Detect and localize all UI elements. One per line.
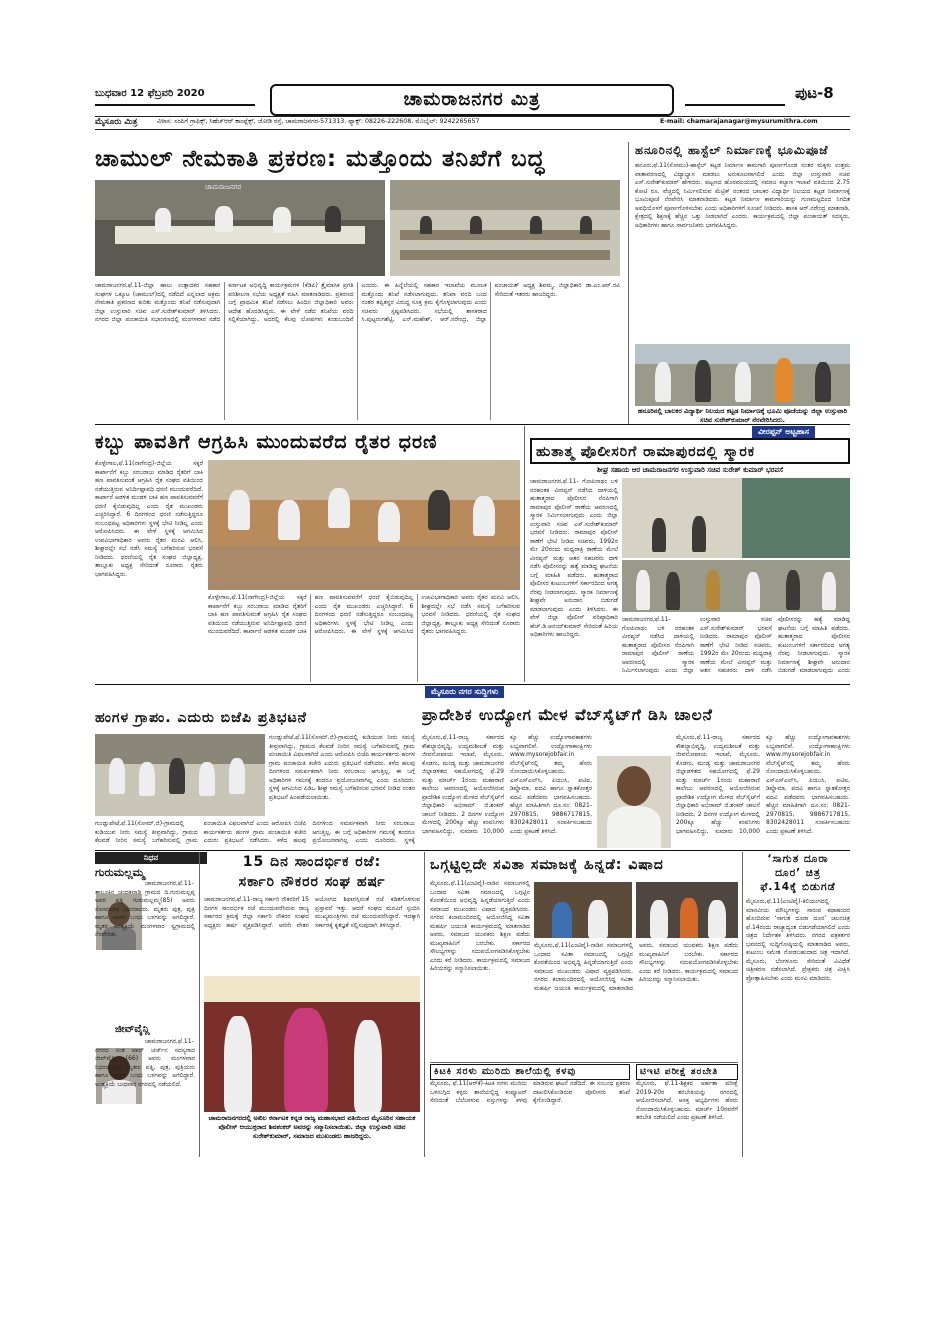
story-tet-body: ಮೈಸೂರು, ಫೆ.11-ಶಿಕ್ಷಕರ ಅರ್ಹತಾ ಪರೀಕ್ಷೆ 2019-20ರ ತರಬೇತಿಯನ್ನು ನಗರದಲ್ಲಿ ಆಯೋಜಿಸಲಾಗಿದೆ. ಆಸಕ್ತ ಅಭ್ಯರ್ಥಿಗಳು ಹೆಸರು ನೋಂದಾಯಿಸಿಕೊಳ್ಳಬಹುದು. ಮಾರ್ಚ್ 10ರವರೆಗೆ ತರಬೇತಿ ನಡೆಯಲಿದೆ ಎಂದು ಪ್ರಕಟಣೆ ತಿಳಿಸಿದೆ.	[636, 1080, 738, 1121]
story-hangala-body: ಗುಂಡ್ಲುಪೇಟೆ,ಫೆ.11(ಸೋಮ್.ಜಿ)-ಗ್ರಾಮದಲ್ಲಿ ಕುಡಿಯುವ ನೀರು ಸಮಸ್ಯೆ ತೀವ್ರವಾಗಿದ್ದು, ಗ್ರಾಮದ ಕೆಲವಡೆ ನೀರಿನ ಸಮಸ್ಯೆ ಬಗೆಹರಿಸುವಲ್ಲಿ ಗ್ರಾಮ ಪಂಚಾಯಿತಿ ವಿಫಲವಾಗಿದೆ ಎಂದು ಆರೋಪಿಸಿ ಬಿಜೆಪಿ ಕಾರ್ಯಕರ್ತರು ಹಂಗಳ ಗ್ರಾಮ ಪಂಚಾಯಿತಿ ಕಚೇರಿ ಎದುರು ಪ್ರತಿಭಟನೆ ನಡೆಸಿದರು. ಕಳೆದ ಹಲವು ದಿನಗಳಿಂದ ಸಮರ್ಪಕವಾಗಿ ನೀರು ಸರಬರಾಜು ಆಗುತ್ತಿಲ್ಲ. ಈ ಬಗ್ಗೆ ಅಧಿಕಾರಿಗಳ ಗಮನಕ್ಕೆ ತಂದರೂ ಪ್ರಯೋಜನವಾಗಿಲ್ಲ ಎಂದು ದೂರಿದರು. ಸ್ಥಳಕ್ಕೆ ಆಗಮಿಸಿದ ಪಿಡಿಒ ಶೀಘ್ರ ಸಮಸ್ಯೆ ಬಗೆಹರಿಸುವ ಭರವಸೆ ನೀಡಿದ ನಂತರ ಪ್ರತಿಭಟನೆ ಹಿಂಪಡೆಯಲಾಯಿತು.	[269, 734, 415, 801]
story-hanur-body: ಹನೂರು,ಫೆ.11(ಸೋಮು)-ಹಾಸ್ಟೆಲ್ ಕಟ್ಟಡ ನಿರ್ಮಾಣ ಕಾಮಗಾರಿ ಪೂರ್ಣಗೊಂಡ ನಂತರ ಮಕ್ಕಳು ಉತ್ತಮ ವಾತಾವರಣದಲ್ಲಿ ವಿದ್ಯಾಭ್ಯಾಸ ಮಾಡಲು ಅನುಕೂಲವಾಗಲಿದೆ ಎಂದು ಜಿಲ್ಲಾ ಉಸ್ತುವಾರಿ ಸಚಿವ ಎಸ್.ಸುರೇಶ್‌ಕುಮಾರ್ ಹೇಳಿದರು. ಪಟ್ಟಣದ ಹೊರವಲಯದಲ್ಲಿ ಸಮಾಜ ಕಲ್ಯಾಣ ಇಲಾಖೆ ವತಿಯಿಂದ 2.75 ಕೋಟಿ ರೂ. ವೆಚ್ಚದಲ್ಲಿ ನಿರ್ಮಿಸಲಿರುವ ಮೆಟ್ರಿಕ್ ನಂತರದ ಬಾಲಕರ ವಿದ್ಯಾರ್ಥಿ ನಿಲಯದ ಕಟ್ಟಡ ನಿರ್ಮಾಣಕ್ಕೆ ಭೂಮಿಪೂಜೆ ನೆರವೇರಿಸಿ ಮಾತನಾಡಿದರು. ಕಟ್ಟಡ ನಿರ್ಮಾಣ ಕಾಮಗಾರಿಯನ್ನು ಗುಣಮಟ್ಟದಿಂದ ನಿಗದಿತ ಅವಧಿಯೊಳಗೆ ಪೂರ್ಣಗೊಳಿಸಬೇಕು ಎಂದು ಅಧಿಕಾರಿಗಳಿಗೆ ಸೂಚನೆ ನೀಡಿದರು. ಶಾಸಕ ಆರ್.ನರೇಂದ್ರ ಮಾತನಾಡಿ, ಕ್ಷೇತ್ರದಲ್ಲಿ ಶಿಕ್ಷಣಕ್ಕೆ ಹೆಚ್ಚಿನ ಒತ್ತು ನೀಡಲಾಗಿದೆ ಎಂದರು. ಕಾರ್ಯಕ್ರಮದಲ್ಲಿ ಜಿಲ್ಲಾ ಪಂಚಾಯತ್ ಸದಸ್ಯರು, ಅಧಿಕಾರಿಗಳು ಹಾಗೂ ಸಾರ್ವಜನಿಕರು ಭಾಗವಹಿಸಿದ್ದರು.	[635, 162, 850, 229]
photo-bhoomi-pooja	[635, 344, 850, 406]
headline-hanur-hostel: ಹನೂರಿನಲ್ಲಿ ಹಾಸ್ಟೆಲ್ ನಿರ್ಮಾಣಕ್ಕೆ ಭೂಮಿಪೂಜೆ	[635, 143, 829, 157]
headline-casual-leave-2: ಸರ್ಕಾರಿ ನೌಕರರ ಸಂಘ ಹರ್ಷ	[238, 874, 386, 890]
photo-label: ಚಾಮರಾಜನಗರ	[205, 183, 242, 191]
story-memorial-body-cont: ಚಾಮರಾಜನಗರ,ಫೆ.11- ಗೋಪಿನಾಥಂ ಬಳಿ ನರಹಂತಕ ವೀರಪ್ಪನ್ ನಡೆಸಿದ ದಾಳಿಯಲ್ಲಿ ಹುತಾತ್ಮರಾದ ಪೊಲೀಸರ ನೆನಪಿಗಾಗಿ ರಾಮಾಪುರ ಪೊಲೀಸ್ ಠಾಣೆಯ ಆವರಣದಲ್ಲಿ ಸ್ಮಾರಕ ನಿರ್ಮಿಸಲಾಗುವುದು ಎಂದು ಜಿಲ್ಲಾ ಉಸ್ತುವಾರಿ ಸಚಿವ ಎಸ್.ಸುರೇಶ್‌ಕುಮಾರ್ ಭರವಸೆ ನೀಡಿದರು. ರಾಮಾಪುರ ಪೊಲೀಸ್ ಠಾಣೆಗೆ ಭೇಟಿ ನೀಡಿದ ಸಚಿವರು, 1992ರ ಮೇ 20ರಂದು ಮಧ್ಯರಾತ್ರಿ ಠಾಣೆಯ ಮೇಲೆ ವೀರಪ್ಪನ್ ಮತ್ತು ಆತನ ಸಹಚರರು ದಾಳಿ ನಡೆಸಿ ಪೊಲೀಸರನ್ನು ಹತ್ಯೆ ಮಾಡಿದ್ದ ಘಟನೆಯ ಬಗ್ಗೆ ಮಾಹಿತಿ ಪಡೆದರು. ಹುತಾತ್ಮರಾದ ಪೊಲೀಸರ ಕುಟುಂಬಗಳಿಗೆ ಸರ್ಕಾರದಿಂದ ಅಗತ್ಯ ನೆರವು ನೀಡಲಾಗುವುದು. ಸ್ಮಾರಕ ನಿರ್ಮಾಣಕ್ಕೆ ಶೀಘ್ರವೇ ಅನುದಾನ ಬಿಡುಗಡೆ ಮಾಡಲಾಗುವುದು ಎಂದು	[622, 616, 850, 674]
paper-name: ಮೈಸೂರು ಮಿತ್ರ	[95, 117, 138, 127]
page-number: ಪುಟ-8	[795, 84, 834, 102]
photo-dc-portrait	[597, 756, 671, 848]
headline-savitha-samaja: ಒಗ್ಗಟ್ಟಿಲ್ಲದೇ ಸವಿತಾ ಸಮಾಜಕ್ಕೆ ಹಿನ್ನಡೆ: ವಿಷಾದ	[430, 857, 664, 873]
photo-bjp-protest	[95, 734, 265, 816]
story-savitha-body: ಮೈಸೂರು,ಫೆ.11(ಎಂಟಿವೈ)-ನಾಡಿನ ಸಮಾಜಗಳಲ್ಲಿ ಒಂದಾದ ಸವಿತಾ ಸಮಾಜದಲ್ಲಿ ಒಗ್ಗಟ್ಟಿನ ಕೊರತೆಯಿಂದ ಅಭಿವೃದ್ಧಿ ಹಿನ್ನಡೆಯಾಗುತ್ತಿದೆ ಎಂದು ಸಮಾಜದ ಮುಖಂಡರು ವಿಷಾದ ವ್ಯಕ್ತಪಡಿಸಿದರು. ನಗರದ ಕಲಾಮಂದಿರದಲ್ಲಿ ಆಯೋಜಿಸಿದ್ದ ಸವಿತಾ ಮಹರ್ಷಿ ಜಯಂತಿ ಕಾರ್ಯಕ್ರಮದಲ್ಲಿ ಮಾತನಾಡಿದ ಅವರು, ಸಮಾಜದ ಯುವಕರು ಶಿಕ್ಷಣ ಪಡೆದು ಮುಖ್ಯವಾಹಿನಿಗೆ ಬರಬೇಕು. ಸರ್ಕಾರದ ಸೌಲಭ್ಯಗಳನ್ನು ಸದುಪಯೋಗಪಡಿಸಿಕೊಳ್ಳಬೇಕು ಎಂದು ಕರೆ ನೀಡಿದರು. ಕಾರ್ಯಕ್ರಮದಲ್ಲಿ ಸಮಾಜದ ಹಿರಿಯರನ್ನು ಸನ್ಮಾನಿಸಲಾಯಿತು.	[430, 880, 530, 972]
section-tag-veerappan: ವೀರಪ್ಪನ್ ಅಟ್ಟಹಾಸ	[752, 426, 815, 438]
story-hangala-body-cont: ಗುಂಡ್ಲುಪೇಟೆ,ಫೆ.11(ಸೋಮ್.ಜಿ)-ಗ್ರಾಮದಲ್ಲಿ ಕುಡಿಯುವ ನೀರು ಸಮಸ್ಯೆ ತೀವ್ರವಾಗಿದ್ದು, ಗ್ರಾಮದ ಕೆಲವಡೆ ನೀರಿನ ಸಮಸ್ಯೆ ಬಗೆಹರಿಸುವಲ್ಲಿ ಗ್ರಾಮ ಪಂಚಾಯಿತಿ ವಿಫಲವಾಗಿದೆ ಎಂದು ಆರೋಪಿಸಿ ಬಿಜೆಪಿ ಕಾರ್ಯಕರ್ತರು ಹಂಗಳ ಗ್ರಾಮ ಪಂಚಾಯಿತಿ ಕಚೇರಿ ಎದುರು ಪ್ರತಿಭಟನೆ ನಡೆಸಿದರು. ಕಳೆದ ಹಲವು ದಿನಗಳಿಂದ ಸಮರ್ಪಕವಾಗಿ ನೀರು ಸರಬರಾಜು ಆಗುತ್ತಿಲ್ಲ. ಈ ಬಗ್ಗೆ ಅಧಿಕಾರಿಗಳ ಗಮನಕ್ಕೆ ತಂದರೂ ಪ್ರಯೋಜನವಾಗಿಲ್ಲ ಎಂದು ದೂರಿದರು. ಸ್ಥಳಕ್ಕೆ	[95, 820, 415, 844]
subhead-memorial: ಶೀಘ್ರ ಸಹಾಯ ಆರ ಚಾಮರಾಜನಗರ ಉಸ್ತುವಾರಿ ಸಚಿವ ಸುರೇಶ್ ಕುಮಾರ್ ಭರವಸೆ	[596, 466, 784, 474]
section-tag-obituary: ನಿಧನ	[95, 852, 207, 864]
caption-bhoomi-pooja: ಹನೂರಿನಲ್ಲಿ ಬಾಲಕರ ವಿದ್ಯಾರ್ಥಿ ನಿಲಯದ ಕಟ್ಟಡ ನಿರ್ಮಾಣಕ್ಕೆ ಭೂಮಿ ಪೂಜೆಯನ್ನು ಜಿಲ್ಲಾ ಉಸ್ತುವಾರಿ ಸಚಿವ ಸುರೇಶ್‌ಕುಮಾರ್ ನೆರವೇರಿಸಿದರು.	[637, 407, 848, 424]
story-casual-leave-body: ಚಾಮರಾಜನಗರ,ಫೆ.11-ರಾಜ್ಯ ಸರ್ಕಾರಿ ನೌಕರರಿಗೆ 15 ದಿನಗಳ ಸಾಂದರ್ಭಿಕ ರಜೆ ಮುಂದುವರೆಸಿರುವ ರಾಜ್ಯ ಸರ್ಕಾರದ ಕ್ರಮಕ್ಕೆ ಜಿಲ್ಲಾ ಸರ್ಕಾರಿ ನೌಕರರ ಸಂಘದ ಅಧ್ಯಕ್ಷರು ಹರ್ಷ ವ್ಯಕ್ತಪಡಿಸಿದ್ದಾರೆ. ಆರನೇ ವೇತನ ಆಯೋಗದ ಶಿಫಾರಸ್ಸಿನಂತೆ ರಜೆ ಕಡಿತಗೊಳಿಸುವ ಪ್ರಸ್ತಾವನೆ ಇತ್ತು. ಆದರೆ ಸಂಘದ ಮನವಿಗೆ ಸ್ಪಂದಿಸಿ ಮುಖ್ಯಮಂತ್ರಿಗಳು ರಜೆ ಮುಂದುವರೆಸಿದ್ದಾರೆ. ಇದಕ್ಕಾಗಿ ಸರ್ಕಾರಕ್ಕೆ ಕೃತಜ್ಞತೆ ಸಲ್ಲಿಸುವುದಾಗಿ ತಿಳಿಸಿದ್ದಾರೆ.	[204, 896, 420, 929]
headline-sugarcane-protest: ಕಬ್ಬು ಪಾವತಿಗೆ ಆಗ್ರಹಿಸಿ ಮುಂದುವರೆದ ರೈತರ ಧರಣಿ	[95, 431, 438, 453]
headline-film-line3: ಫೆ.14ಕ್ಕೆ ಬಿಡುಗಡೆ	[760, 881, 836, 893]
headline-casual-leave-1: 15 ದಿನ ಸಾಂದರ್ಭಿಕ ರಜೆ:	[242, 854, 382, 870]
story-memorial-body: ಚಾಮರಾಜನಗರ,ಫೆ.11- ಗೋಪಿನಾಥಂ ಬಳಿ ನರಹಂತಕ ವೀರಪ್ಪನ್ ನಡೆಸಿದ ದಾಳಿಯಲ್ಲಿ ಹುತಾತ್ಮರಾದ ಪೊಲೀಸರ ನೆನಪಿಗಾಗಿ ರಾಮಾಪುರ ಪೊಲೀಸ್ ಠಾಣೆಯ ಆವರಣದಲ್ಲಿ ಸ್ಮಾರಕ ನಿರ್ಮಿಸಲಾಗುವುದು ಎಂದು ಜಿಲ್ಲಾ ಉಸ್ತುವಾರಿ ಸಚಿವ ಎಸ್.ಸುರೇಶ್‌ಕುಮಾರ್ ಭರವಸೆ ನೀಡಿದರು. ರಾಮಾಪುರ ಪೊಲೀಸ್ ಠಾಣೆಗೆ ಭೇಟಿ ನೀಡಿದ ಸಚಿವರು, 1992ರ ಮೇ 20ರಂದು ಮಧ್ಯರಾತ್ರಿ ಠಾಣೆಯ ಮೇಲೆ ವೀರಪ್ಪನ್ ಮತ್ತು ಆತನ ಸಹಚರರು ದಾಳಿ ನಡೆಸಿ ಪೊಲೀಸರನ್ನು ಹತ್ಯೆ ಮಾಡಿದ್ದ ಘಟನೆಯ ಬಗ್ಗೆ ಮಾಹಿತಿ ಪಡೆದರು. ಹುತಾತ್ಮರಾದ ಪೊಲೀಸರ ಕುಟುಂಬಗಳಿಗೆ ಸರ್ಕಾರದಿಂದ ಅಗತ್ಯ ನೆರವು ನೀಡಲಾಗುವುದು. ಸ್ಮಾರಕ ನಿರ್ಮಾಣಕ್ಕೆ ಶೀಘ್ರವೇ ಅನುದಾನ ಬಿಡುಗಡೆ ಮಾಡಲಾಗುವುದು ಎಂದು ತಿಳಿಸಿದರು. ಈ ವೇಳೆ ಜಿಲ್ಲಾ ಪೊಲೀಸ್ ವರಿಷ್ಠಾಧಿಕಾರಿ ಹೆಚ್.ಡಿ.ಆನಂದ್‌ಕುಮಾರ್ ಸೇರಿದಂತೆ ಹಿರಿಯ ಅಧಿಕಾರಿಗಳು ಹಾಜರಿದ್ದರು.	[530, 478, 618, 638]
photo-meeting-hall	[390, 180, 620, 276]
obituary-name-1: ಗುರುಮಲ್ಲಮ್ಮ	[95, 866, 145, 879]
issue-date: ಬುಧವಾರ 12 ಫೆಬ್ರವರಿ 2020	[95, 88, 205, 99]
photo-savitha-event-1	[534, 882, 632, 938]
section-tag-mysuru: ಮೈಸೂರು ನಗರ ಸುದ್ದಿಗಳು	[425, 686, 504, 698]
photo-farmers-dharna	[208, 460, 520, 590]
headline-job-fair: ಪ್ರಾದೇಶಿಕ ಉದ್ಯೋಗ ಮೇಳ ವೆಬ್‌ಸೈಟ್‌ಗೆ ಡಿಸಿ ಚಾಲನೆ	[422, 706, 713, 724]
obituary-name-2: ಜೀವ್‌ವೈನ್ಲಿ	[115, 1024, 150, 1035]
photo-police-station-top	[622, 478, 850, 558]
story-sugarcane-body: ಕೊಳ್ಳೇಗಾಲ,ಫೆ.11(ನಾಗೇಂದ್ರ)-ಜಿಲ್ಲೆಯ ಸಕ್ಕರೆ ಕಾರ್ಖಾನೆಗೆ ಕಬ್ಬು ಸರಬರಾಜು ಮಾಡಿದ ರೈತರಿಗೆ ಬಾಕಿ ಹಣ ಪಾವತಿಸುವಂತೆ ಆಗ್ರಹಿಸಿ ರೈತ ಸಂಘದ ವತಿಯಿಂದ ನಡೆಯುತ್ತಿರುವ ಅನಿರ್ದಿಷ್ಟಾವಧಿ ಧರಣಿ ಮುಂದುವರೆದಿದೆ. ಕಾರ್ಖಾನೆ ಆಡಳಿತ ಮಂಡಳಿ ಬಾಕಿ ಹಣ ಪಾವತಿಸುವವರೆಗೆ ಧರಣಿ ಕೈಬಿಡುವುದಿಲ್ಲ ಎಂದು ರೈತ ಮುಖಂಡರು ಎಚ್ಚರಿಸಿದ್ದಾರೆ. 6 ದಿನಗಳಿಂದ ಧರಣಿ ನಡೆಸುತ್ತಿದ್ದರೂ ಸಂಬಂಧಪಟ್ಟ ಅಧಿಕಾರಿಗಳು ಸ್ಥಳಕ್ಕೆ ಭೇಟಿ ನೀಡಿಲ್ಲ ಎಂದು ಆರೋಪಿಸಿದರು. ಈ ವೇಳೆ ಸ್ಥಳಕ್ಕೆ ಆಗಮಿಸಿದ ಉಪವಿಭಾಗಾಧಿಕಾರಿ ಅವರು ರೈತರ ಮನವಿ ಆಲಿಸಿ, ಶೀಘ್ರದಲ್ಲೇ ಸಭೆ ನಡೆಸಿ ಸಮಸ್ಯೆ ಬಗೆಹರಿಸುವ ಭರವಸೆ ನೀಡಿದರು. ಧರಣಿಯಲ್ಲಿ ರೈತ ಸಂಘದ ಜಿಲ್ಲಾಧ್ಯಕ್ಷ, ತಾಲ್ಲೂಕು ಅಧ್ಯಕ್ಷ ಸೇರಿದಂತೆ ನೂರಾರು ರೈತರು ಭಾಗವಹಿಸಿದ್ದರು.	[95, 460, 203, 578]
obituary-body-1: ಚಾಮರಾಜನಗರ,ಫೆ.11-ತಾಲೂಕಿನ ಚಂದಕವಾಡಿ ಗ್ರಾಮದ ದಿ.ಗುರುಮಲ್ಲಪ್ಪ ಅವರ ಪತ್ನಿ ಗುರುಮಲ್ಲಮ್ಮ(85) ಅವರು ಸೋಮವಾರ ನಿಧನರಾದರು. ಮೃತರು ಪುತ್ರ, ಪುತ್ರಿ ಹಾಗೂ ಅಪಾರ ಬಂಧು ಬಳಗವನ್ನು ಅಗಲಿದ್ದಾರೆ. ಮೃತರ ಅಂತ್ಯಕ್ರಿಯೆ ಮಂಗಳವಾರ ಸ್ವಗ್ರಾಮದಲ್ಲಿ ನೆರವೇರಿತು.	[95, 880, 195, 938]
obituary-body-2: ಚಾಮರಾಜನಗರ,ಫೆ.11-ನಗರದ ಸಂತ ಪಾಲ್ ಚರ್ಚ್‌ನ ಸದಸ್ಯರಾದ ಜೀವ್‌ವೈನ್ಲಿ (66) ಅವರು ಮಂಗಳವಾರ ನಿಧನರಾದರು. ಮೃತರು ಪತ್ನಿ, ಪುತ್ರ, ಪುತ್ರಿಯರು ಹಾಗೂ ಅಪಾರ ಬಂಧು ಬಳಗವನ್ನು ಅಗಲಿದ್ದಾರೆ. ಅಂತ್ಯಕ್ರಿಯೆ ಬುಧವಾರ ನಗರದಲ್ಲಿ ನಡೆಯಲಿದೆ.	[95, 1038, 195, 1088]
headline-police-memorial: ಹುತಾತ್ಮ ಪೊಲೀಸರಿಗೆ ರಾಮಾಪುರದಲ್ಲಿ ಸ್ಮಾರಕ	[530, 438, 850, 464]
story-savitha-body-cont: ಮೈಸೂರು,ಫೆ.11(ಎಂಟಿವೈ)-ನಾಡಿನ ಸಮಾಜಗಳಲ್ಲಿ ಒಂದಾದ ಸವಿತಾ ಸಮಾಜದಲ್ಲಿ ಒಗ್ಗಟ್ಟಿನ ಕೊರತೆಯಿಂದ ಅಭಿವೃದ್ಧಿ ಹಿನ್ನಡೆಯಾಗುತ್ತಿದೆ ಎಂದು ಸಮಾಜದ ಮುಖಂಡರು ವಿಷಾದ ವ್ಯಕ್ತಪಡಿಸಿದರು. ನಗರದ ಕಲಾಮಂದಿರದಲ್ಲಿ ಆಯೋಜಿಸಿದ್ದ ಸವಿತಾ ಮಹರ್ಷಿ ಜಯಂತಿ ಕಾರ್ಯಕ್ರಮದಲ್ಲಿ ಮಾತನಾಡಿದ ಅವರು, ಸಮಾಜದ ಯುವಕರು ಶಿಕ್ಷಣ ಪಡೆದು ಮುಖ್ಯವಾಹಿನಿಗೆ ಬರಬೇಕು. ಸರ್ಕಾರದ ಸೌಲಭ್ಯಗಳನ್ನು ಸದುಪಯೋಗಪಡಿಸಿಕೊಳ್ಳಬೇಕು ಎಂದು ಕರೆ ನೀಡಿದರು. ಕಾರ್ಯಕ್ರಮದಲ್ಲಿ ಸಮಾಜದ ಹಿರಿಯರನ್ನು ಸನ್ಮಾನಿಸಲಾಯಿತು.	[534, 942, 738, 992]
masthead	[95, 82, 855, 132]
email-line: E-mail: chamarajanagar@mysurumithra.com	[660, 118, 818, 125]
photo-savitha-event-2	[636, 882, 738, 938]
headline-film-line1: ‘ಸಾಗುತ ದೂರಾ	[767, 853, 829, 865]
headline-hangala-protest: ಹಂಗಳ ಗ್ರಾಪಂ. ಎದುರು ಬಿಜೆಪಿ ಪ್ರತಿಭಟನೆ	[95, 710, 307, 726]
headline-tet-training: ಟಿಇಟಿ ಪರೀಕ್ಷೆ ತರಬೇತಿ	[636, 1064, 738, 1080]
photo-felicitation	[204, 976, 420, 1112]
story-sugarcane-body-cont: ಕೊಳ್ಳೇಗಾಲ,ಫೆ.11(ನಾಗೇಂದ್ರ)-ಜಿಲ್ಲೆಯ ಸಕ್ಕರೆ ಕಾರ್ಖಾನೆಗೆ ಕಬ್ಬು ಸರಬರಾಜು ಮಾಡಿದ ರೈತರಿಗೆ ಬಾಕಿ ಹಣ ಪಾವತಿಸುವಂತೆ ಆಗ್ರಹಿಸಿ ರೈತ ಸಂಘದ ವತಿಯಿಂದ ನಡೆಯುತ್ತಿರುವ ಅನಿರ್ದಿಷ್ಟಾವಧಿ ಧರಣಿ ಮುಂದುವರೆದಿದೆ. ಕಾರ್ಖಾನೆ ಆಡಳಿತ ಮಂಡಳಿ ಬಾಕಿ ಹಣ ಪಾವತಿಸುವವರೆಗೆ ಧರಣಿ ಕೈಬಿಡುವುದಿಲ್ಲ ಎಂದು ರೈತ ಮುಖಂಡರು ಎಚ್ಚರಿಸಿದ್ದಾರೆ. 6 ದಿನಗಳಿಂದ ಧರಣಿ ನಡೆಸುತ್ತಿದ್ದರೂ ಸಂಬಂಧಪಟ್ಟ ಅಧಿಕಾರಿಗಳು ಸ್ಥಳಕ್ಕೆ ಭೇಟಿ ನೀಡಿಲ್ಲ ಎಂದು ಆರೋಪಿಸಿದರು. ಈ ವೇಳೆ ಸ್ಥಳಕ್ಕೆ ಆಗಮಿಸಿದ ಉಪವಿಭಾಗಾಧಿಕಾರಿ ಅವರು ರೈತರ ಮನವಿ ಆಲಿಸಿ, ಶೀಘ್ರದಲ್ಲೇ ಸಭೆ ನಡೆಸಿ ಸಮಸ್ಯೆ ಬಗೆಹರಿಸುವ ಭರವಸೆ ನೀಡಿದರು. ಧರಣಿಯಲ್ಲಿ ರೈತ ಸಂಘದ ಜಿಲ್ಲಾಧ್ಯಕ್ಷ, ತಾಲ್ಲೂಕು ಅಧ್ಯಕ್ಷ ಸೇರಿದಂತೆ ನೂರಾರು ರೈತರು ಭಾಗವಹಿಸಿದ್ದರು.	[208, 594, 520, 635]
photo-kdp-meeting	[95, 180, 385, 276]
address-line: ವಿಳಾಸ: ಸಂಪಿಗೆ ಗ್ರಾಫಿಕ್ಸ್, ಸಿಹೆಚ್‌ಆರ್ ಕಾಂಪ್ಲೆಕ್ಸ್, ಜೋಡಿ ರಸ್ತೆ, ಚಾಮರಾಜನಗರ-571313. ಫ್ಯಾಕ್ಸ್: 08226-222608, ಮೊಬೈಲ್: 9242265657	[157, 118, 480, 125]
headline-school-theft: ಕಿಟಕಿ ಸರಳು ಮುರಿದು ಶಾಲೆಯಲ್ಲಿ ಕಳವು	[430, 1064, 630, 1080]
story-chamul-body: ಚಾಮರಾಜನಗರ,ಫೆ.11-ಜಿಲ್ಲಾ ಹಾಲು ಉತ್ಪಾದಕರ ಸಹಕಾರ ಸಂಘಗಳ ಒಕ್ಕೂಟ (ಚಾಮುಲ್)ದಲ್ಲಿ ನಡೆದಿದೆ ಎನ್ನಲಾದ ಅಕ್ರಮ ನೇಮಕಾತಿ ಪ್ರಕರಣದ ಕುರಿತು ಮತ್ತೊಂದು ತನಿಖೆ ನಡೆಸುವುದಾಗಿ ಜಿಲ್ಲಾ ಉಸ್ತುವಾರಿ ಸಚಿವ ಎಸ್.ಸುರೇಶ್‌ಕುಮಾರ್ ತಿಳಿಸಿದರು. ನಗರದ ಜಿಲ್ಲಾ ಪಂಚಾಯಿತಿ ಸಭಾಂಗಣದಲ್ಲಿ ಮಂಗಳವಾರ ನಡೆದ ಕರ್ನಾಟಕ ಅಭಿವೃದ್ಧಿ ಕಾರ್ಯಕ್ರಮಗಳ (ಕೆಡಿಪಿ) ತ್ರೈಮಾಸಿಕ ಪ್ರಗತಿ ಪರಿಶೀಲನಾ ಸಭೆಯ ಅಧ್ಯಕ್ಷತೆ ವಹಿಸಿ ಮಾತನಾಡಿದರು. ಪ್ರಕರಣದ ಬಗ್ಗೆ ಪ್ರಾಥಮಿಕ ತನಿಖೆ ನಡೆಸಲು ಹಿಂದಿನ ಜಿಲ್ಲಾಧಿಕಾರಿ ಅವರು ಆದೇಶ ಹೊರಡಿಸಿದ್ದರು. ಈ ವೇಳೆ ನಡೆದ ತನಿಖೆಯ ವರದಿ ಸಲ್ಲಿಕೆಯಾಗಿದ್ದು, ಅದರಲ್ಲಿ ಕೆಲವು ಲೋಪಗಳು ಕಂಡುಬಂದಿವೆ ಎಂದರು. ಈ ಹಿನ್ನೆಲೆಯಲ್ಲಿ ಸಹಕಾರ ಇಲಾಖೆಯ ಮೂಲಕ ಮತ್ತೊಂದು ತನಿಖೆ ನಡೆಸಲಾಗುವುದು. ತನಿಖಾ ವರದಿ ಬಂದ ನಂತರ ತಪ್ಪಿತಸ್ಥರ ವಿರುದ್ಧ ಸೂಕ್ತ ಕ್ರಮ ಕೈಗೊಳ್ಳಲಾಗುವುದು ಎಂದು ಸಚಿವರು ಸ್ಪಷ್ಟಪಡಿಸಿದರು. ಸಭೆಯಲ್ಲಿ ಶಾಸಕರಾದ ಸಿ.ಪುಟ್ಟರಂಗಶೆಟ್ಟಿ, ಎನ್.ಮಹೇಶ್, ಆರ್.ನರೇಂದ್ರ, ಜಿಲ್ಲಾ ಪಂಚಾಯತ್ ಅಧ್ಯಕ್ಷ ಶಿವಮ್ಮ, ಜಿಲ್ಲಾಧಿಕಾರಿ ಡಾ.ಎಂ.ಆರ್.ರವಿ ಸೇರಿದಂತೆ ಇತರರು ಹಾಜರಿದ್ದರು.	[95, 282, 620, 323]
story-jobfair-body: ಮೈಸೂರು,ಫೆ.11-ರಾಜ್ಯ ಸರ್ಕಾರದ ಕೌಶಲ್ಯಾಭಿವೃದ್ಧಿ, ಉದ್ಯಮಶೀಲತೆ ಮತ್ತು ಜೀವನೋಪಾಯ ಇಲಾಖೆ, ಮೈಸೂರು, ಕೊಡಗು, ಮಂಡ್ಯ ಮತ್ತು ಚಾಮರಾಜನಗರ ಜಿಲ್ಲಾಡಳಿತದ ಸಹಯೋಗದಲ್ಲಿ ಫೆ.29 ಮತ್ತು ಮಾರ್ಚ್ 1ರಂದು ಮಹಾರಾಣಿ ಕಾಲೇಜು ಆವರಣದಲ್ಲಿ ಆಯೋಜಿಸಿರುವ ಪ್ರಾದೇಶಿಕ ಉದ್ಯೋಗ ಮೇಳದ ವೆಬ್‌ಸೈಟ್‌ಗೆ ಜಿಲ್ಲಾಧಿಕಾರಿ ಅಭಿರಾಮ್ ಜಿ.ಶಂಕರ್ ಚಾಲನೆ ನೀಡಿದರು. 2 ದಿನಗಳ ಉದ್ಯೋಗ ಮೇಳದಲ್ಲಿ 200ಕ್ಕೂ ಹೆಚ್ಚು ಕಂಪನಿಗಳು ಭಾಗವಹಿಸಲಿದ್ದು, ಸುಮಾರು 10,000 ಕ್ಕೂ ಹೆಚ್ಚು ಉದ್ಯೋಗಾವಕಾಶಗಳು ಲಭ್ಯವಾಗಲಿವೆ. ಉದ್ಯೋಗಾಕಾಂಕ್ಷಿಗಳು www.mysorejobfair.in ವೆಬ್‌ಸೈಟ್‌ನಲ್ಲಿ ತಮ್ಮ ಹೆಸರು ನೋಂದಾಯಿಸಿಕೊಳ್ಳಬಹುದು. ಎಸ್‌ಎಸ್‌ಎಲ್‌ಸಿ, ಪಿಯುಸಿ, ಐಟಿಐ, ಡಿಪ್ಲೊಮಾ, ಪದವಿ ಹಾಗೂ ಸ್ನಾತಕೋತ್ತರ ಪದವಿ ಪಡೆದವರು ಭಾಗವಹಿಸಬಹುದು. ಹೆಚ್ಚಿನ ಮಾಹಿತಿಗಾಗಿ ದೂ.ಸಂ: 0821-2970815, 9886717815, 8302428011 ಸಂಪರ್ಕಿಸಬಹುದು ಎಂದು ಪ್ರಕಟಣೆ ತಿಳಿಸಿದೆ.	[422, 734, 592, 835]
story-film-body: ಮೈಸೂರು,ಫೆ.11(ಎಂಟಿವೈ)-ಕಲಿಯುಗದಲ್ಲಿ ಮಾನವೀಯ ಮೌಲ್ಯಗಳನ್ನು ಸಾರುವ ಕಥಾಹಂದರ ಹೊಂದಿರುವ ‘ಸಾಗುತ ದೂರಾ ದೂರ’ ಚಲನಚಿತ್ರ ಫೆ.14ರಂದು ರಾಜ್ಯಾದ್ಯಂತ ಬಿಡುಗಡೆಯಾಗಲಿದೆ ಎಂದು ಚಿತ್ರದ ನಿರ್ದೇಶಕ ತಿಳಿಸಿದರು. ನಗರದ ಪತ್ರಕರ್ತರ ಭವನದಲ್ಲಿ ಸುದ್ದಿಗೋಷ್ಠಿಯಲ್ಲಿ ಮಾತನಾಡಿದ ಅವರು, ಕುಟುಂಬ ಸಮೇತ ನೋಡಬಹುದಾದ ಚಿತ್ರ ಇದಾಗಿದೆ. ಮೈಸೂರು, ಬೆಂಗಳೂರು ಸೇರಿದಂತೆ ವಿವಿಧೆಡೆ ಚಿತ್ರೀಕರಣ ನಡೆಸಲಾಗಿದೆ. ಪ್ರೇಕ್ಷಕರು ಚಿತ್ರ ವೀಕ್ಷಿಸಿ ಪ್ರೋತ್ಸಾಹಿಸಬೇಕು ಎಂದು ಮನವಿ ಮಾಡಿದರು.	[746, 898, 850, 982]
masthead-title: ಚಾಮರಾಜನಗರ ಮಿತ್ರ	[270, 84, 674, 116]
headline-chamul: ಚಾಮುಲ್ ನೇಮಕಾತಿ ಪ್ರಕರಣ: ಮತ್ತೊಂದು ತನಿಖೆಗೆ ಬದ್ಧ	[95, 146, 546, 172]
photo-minister-visit	[622, 560, 850, 612]
caption-felicitation: ಚಾಮರಾಜನಗರದಲ್ಲಿ ಅಖಿಲ ಕರ್ನಾಟಕ ಕನ್ನಡ ರಾಜ್ಯ ಮಹಾಸಭಾದ ವತಿಯಿಂದ ಮೈಸೂರಿನ ಸಹಾಯಕ ಪೊಲೀಸ್ ಆಯುಕ್ತರಾದ ಶಿವಶಂಕರ್ ಅವರನ್ನು ಸನ್ಮಾನಿಸಲಾಯಿತು. ಜಿಲ್ಲಾ ಉಸ್ತುವಾರಿ ಸಚಿವ ಸುರೇಶ್‌ಕುಮಾರ್, ಸಮಾಜದ ಮುಖಂಡರು ಹಾಜರಿದ್ದರು.	[208, 1114, 416, 1140]
story-jobfair-body-cont: ಮೈಸೂರು,ಫೆ.11-ರಾಜ್ಯ ಸರ್ಕಾರದ ಕೌಶಲ್ಯಾಭಿವೃದ್ಧಿ, ಉದ್ಯಮಶೀಲತೆ ಮತ್ತು ಜೀವನೋಪಾಯ ಇಲಾಖೆ, ಮೈಸೂರು, ಕೊಡಗು, ಮಂಡ್ಯ ಮತ್ತು ಚಾಮರಾಜನಗರ ಜಿಲ್ಲಾಡಳಿತದ ಸಹಯೋಗದಲ್ಲಿ ಫೆ.29 ಮತ್ತು ಮಾರ್ಚ್ 1ರಂದು ಮಹಾರಾಣಿ ಕಾಲೇಜು ಆವರಣದಲ್ಲಿ ಆಯೋಜಿಸಿರುವ ಪ್ರಾದೇಶಿಕ ಉದ್ಯೋಗ ಮೇಳದ ವೆಬ್‌ಸೈಟ್‌ಗೆ ಜಿಲ್ಲಾಧಿಕಾರಿ ಅಭಿರಾಮ್ ಜಿ.ಶಂಕರ್ ಚಾಲನೆ ನೀಡಿದರು. 2 ದಿನಗಳ ಉದ್ಯೋಗ ಮೇಳದಲ್ಲಿ 200ಕ್ಕೂ ಹೆಚ್ಚು ಕಂಪನಿಗಳು ಭಾಗವಹಿಸಲಿದ್ದು, ಸುಮಾರು 10,000 ಕ್ಕೂ ಹೆಚ್ಚು ಉದ್ಯೋಗಾವಕಾಶಗಳು ಲಭ್ಯವಾಗಲಿವೆ. ಉದ್ಯೋಗಾಕಾಂಕ್ಷಿಗಳು www.mysorejobfair.in ವೆಬ್‌ಸೈಟ್‌ನಲ್ಲಿ ತಮ್ಮ ಹೆಸರು ನೋಂದಾಯಿಸಿಕೊಳ್ಳಬಹುದು. ಎಸ್‌ಎಸ್‌ಎಲ್‌ಸಿ, ಪಿಯುಸಿ, ಐಟಿಐ, ಡಿಪ್ಲೊಮಾ, ಪದವಿ ಹಾಗೂ ಸ್ನಾತಕೋತ್ತರ ಪದವಿ ಪಡೆದವರು ಭಾಗವಹಿಸಬಹುದು. ಹೆಚ್ಚಿನ ಮಾಹಿತಿಗಾಗಿ ದೂ.ಸಂ: 0821-2970815, 9886717815, 8302428011 ಸಂಪರ್ಕಿಸಬಹುದು ಎಂದು ಪ್ರಕಟಣೆ ತಿಳಿಸಿದೆ.	[676, 734, 850, 835]
story-theft-body: ಮೈಸೂರು, ಫೆ.11(ಆರ್‌ಕೆ)-ಕಿಟಕಿ ಸರಳು ಮುರಿದು ಒಳನುಗ್ಗಿದ ಕಳ್ಳರು ಶಾಲೆಯಲ್ಲಿದ್ದ ಕಂಪ್ಯೂಟರ್ ಸೇರಿದಂತೆ ಬೆಲೆಬಾಳುವ ವಸ್ತುಗಳನ್ನು ಕಳವು ಮಾಡಿರುವ ಘಟನೆ ನಡೆದಿದೆ. ಈ ಸಂಬಂಧ ಪ್ರಕರಣ ದಾಖಲಿಸಿಕೊಂಡಿರುವ ಪೊಲೀಸರು ತನಿಖೆ ಕೈಗೊಂಡಿದ್ದಾರೆ.	[430, 1080, 630, 1104]
headline-film-line2: ದೂರ’ ಚಿತ್ರ	[775, 867, 821, 879]
